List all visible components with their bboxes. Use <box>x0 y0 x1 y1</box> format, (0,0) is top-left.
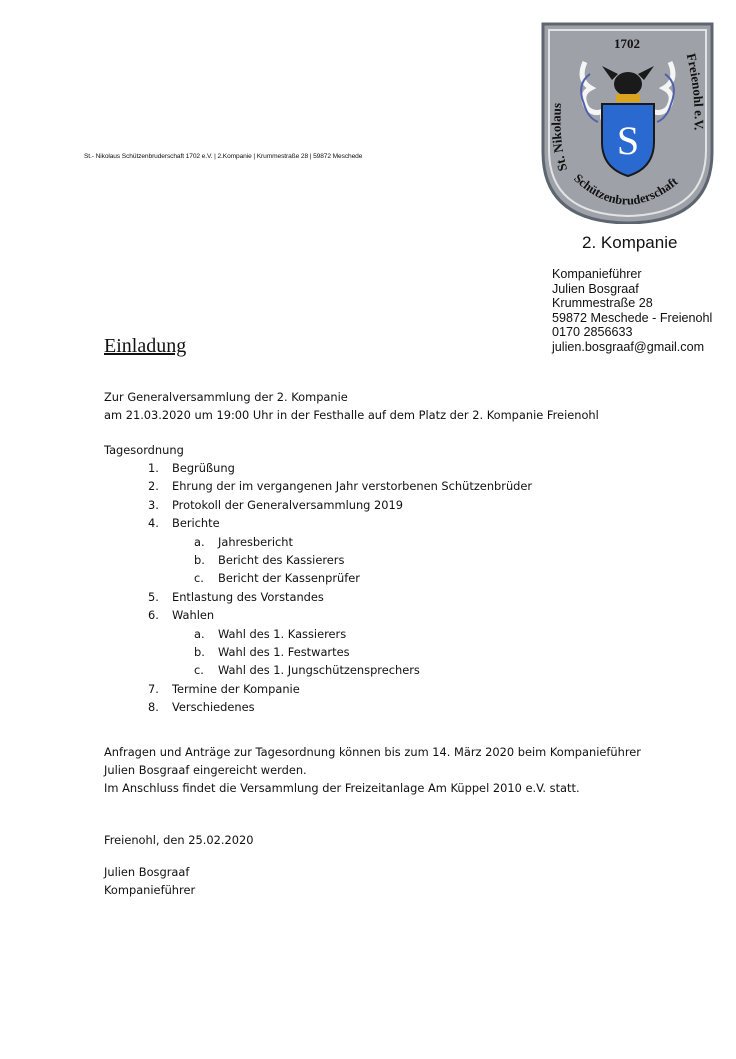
agenda-item: 5. Entlastung des Vorstandes <box>148 589 324 604</box>
intro-line-1: Zur Generalversammlung der 2. Kompanie <box>104 390 348 404</box>
notice-line-1: Anfragen und Anträge zur Tagesordnung können bis zum 14. März 2020 beim Kompanieführer <box>104 745 641 760</box>
agenda-item: 2. Ehrung der im vergangenen Jahr verstorbenen Schützenbrüder <box>148 479 533 494</box>
letter-title: Einladung <box>104 335 187 357</box>
contact-email: julien.bosgraaf@gmail.com <box>552 339 705 354</box>
agenda-item: 7. Termine der Kompanie <box>148 681 300 696</box>
contact-city: 59872 Meschede - Freienohl <box>552 310 713 325</box>
contact-role: Kompanieführer <box>552 267 642 281</box>
kompanie-heading: 2. Kompanie <box>582 233 678 252</box>
logo-text-bottom: Schützenbruderschaft <box>571 171 681 208</box>
agenda-subitem: c. Wahl des 1. Jungschützensprechers <box>194 663 420 678</box>
signature-name: Julien Bosgraaf <box>104 865 190 880</box>
contact-block <box>552 267 712 355</box>
agenda-item: 3. Protokoll der Generalversammlung 2019 <box>148 497 404 512</box>
contact-street: Krummestraße 28 <box>552 296 653 311</box>
logo-year: 1702 <box>614 36 640 51</box>
agenda-item: 1. Begrüßung <box>148 461 235 475</box>
sender-address-line: St.- Nikolaus Schützenbruderschaft 1702 e.V. | 2.Kompanie | Krummestraße 28 | 59872 Meschede <box>84 153 363 160</box>
agenda-subitem: b. Wahl des 1. Festwartes <box>194 644 350 659</box>
agenda-item: 4. Berichte <box>148 516 220 531</box>
agenda-subitem: c. Bericht der Kassenprüfer <box>194 571 360 586</box>
notice-line-2: Julien Bosgraaf eingereicht werden. <box>104 763 307 778</box>
place-date: Freienohl, den 25.02.2020 <box>104 833 254 848</box>
agenda-subitem: b. Bericht des Kassierers <box>194 552 345 567</box>
agenda-heading: Tagesordnung <box>104 443 184 457</box>
contact-name: Julien Bosgraaf <box>552 281 639 296</box>
agenda-item: 8. Verschiedenes <box>148 700 255 715</box>
letter-body <box>104 388 704 899</box>
agenda-subitem: a. Wahl des 1. Kassierers <box>194 626 347 641</box>
intro-line-2: am 21.03.2020 um 19:00 Uhr in der Festhalle auf dem Platz der 2. Kompanie Freienohl <box>104 408 599 422</box>
logo-text-left: St. Nikolaus <box>548 102 571 173</box>
agenda-item: 6. Wahlen <box>148 608 215 623</box>
contact-phone: 0170 2856633 <box>552 325 633 340</box>
logo-text-right: Freienohl e.V. <box>683 51 707 131</box>
agenda-subitem: a. Jahresbericht <box>194 534 293 549</box>
notice-line-3: Im Anschluss findet die Versammlung der Freizeitanlage Am Küppel 2010 e.V. statt. <box>104 781 580 796</box>
brotherhood-logo <box>540 22 715 224</box>
shield-letter: S <box>616 118 640 163</box>
signature-role: Kompanieführer <box>104 883 196 898</box>
